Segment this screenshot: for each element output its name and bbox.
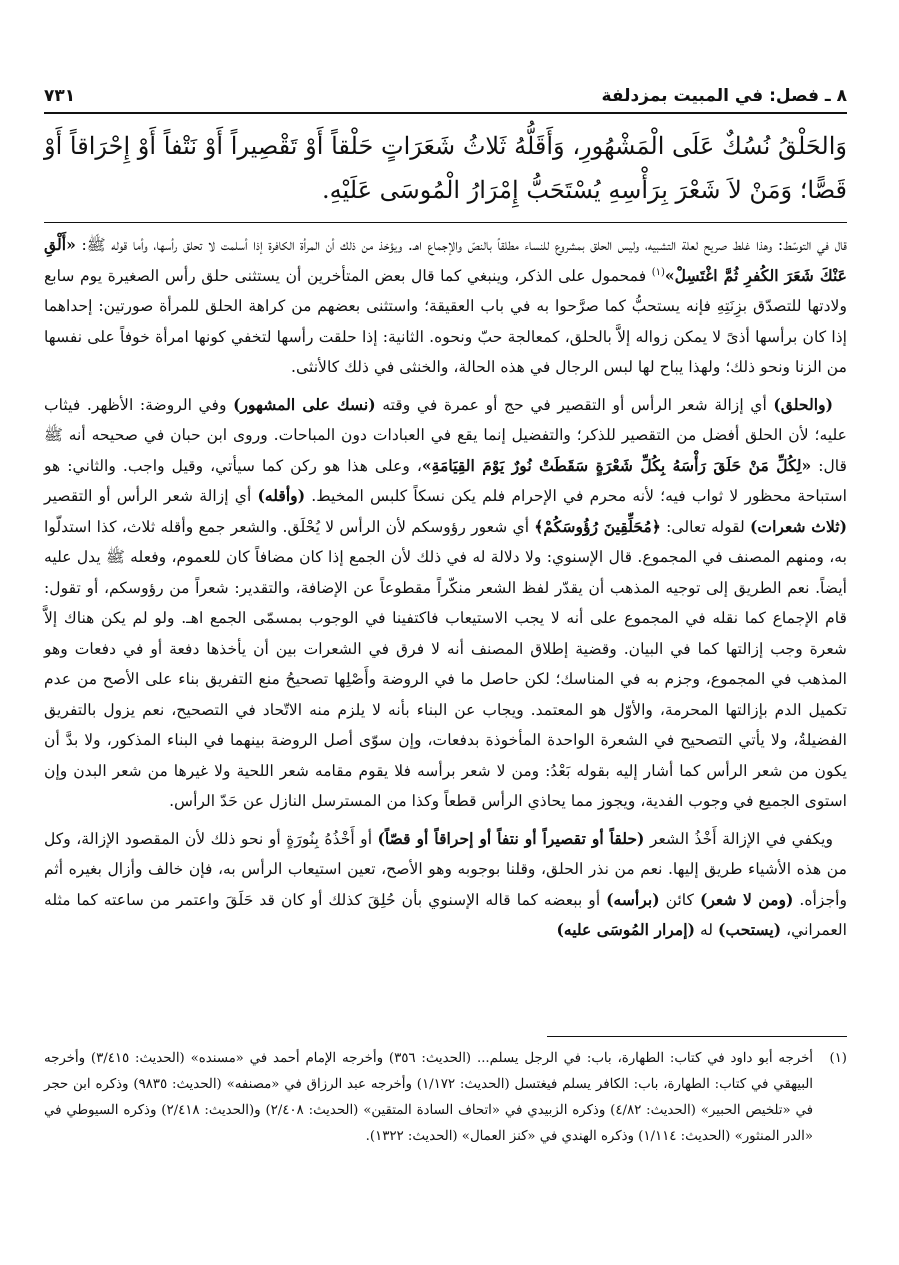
- footnotes: [44, 1046, 847, 1150]
- matn-term: (نسك على المشهور): [233, 394, 376, 414]
- footnote-divider: [547, 1036, 847, 1037]
- matn-term: (ثلاث شعرات): [750, 516, 847, 536]
- text-segment: أو ببعضه كما قاله الإسنوي بأن حُلِقَ كذلك أو كان قد حَلَقَ واعتمر من ساعته كما مثله العمراني،: [44, 890, 847, 939]
- text-segment: وفي الروضة: الأظهر. فيثاب عليه؛ لأن الحلق أفضل من التقصير للذكر؛ والتفضيل إنما يقع في العبادات دون المباحات. وروى ابن حبان في صحيحه أنه ﷺ قال:: [44, 395, 847, 475]
- footnote-reference[interactable]: (١): [651, 266, 665, 278]
- matn-term: (برأسه): [606, 889, 660, 909]
- matn-term: (إمرار المُوسَى عليه): [556, 920, 695, 939]
- running-head: [44, 82, 847, 114]
- hadith-quote: «لِكُلِّ مَنْ حَلَقَ رَأْسَهُ بِكُلِّ شَعْرَةٍ سَقَطَتْ نُورٌ يَوْمَ القِيَامَةِ»: [421, 455, 812, 475]
- commentary: [44, 230, 847, 946]
- footnote-item: [44, 1046, 847, 1150]
- text-segment: له: [694, 921, 719, 939]
- chapter-title: ٨ ـ فصل: في المبيت بمزدلفة: [601, 86, 847, 106]
- text-segment: لقوله تعالى:: [660, 517, 751, 536]
- text-segment: كائن: [659, 890, 700, 909]
- text-segment: أي إزالة شعر الرأس أو التقصير في حج أو عمرة في وقته: [375, 395, 774, 414]
- main-text: وَالحَلْقُ نُسُكٌ عَلَى الْمَشْهُورِ، وَأَقَلُّهُ ثَلاثُ شَعَرَاتٍ حَلْقاً أَوْ تَقْصِيراً أَوْ نَتْفاً أَوْ إِحْرَاقاً أَوْ قَصًّا؛ وَمَنْ لاَ شَعْرَ بِرَأْسِهِ يُسْتَحَبُّ إِمْرَارُ الْمُوسَى عَلَيْهِ.: [44, 124, 847, 223]
- matn-term: (ومن لا شعر): [699, 889, 794, 909]
- commentary-paragraph-2: [44, 390, 847, 817]
- text-segment: ويكفي في الإزالة أَخْذُ الشعر: [644, 829, 833, 848]
- text-segment: أي شعور رؤوسكم لأن الرأس لا يُحْلَق. والشعر جمع وأقله ثلاث، كذا استدلّوا به، ومنهم المصنف في المجموع. قال الإسنوي: ولا دلالة له في ذلك لأن الجمع إذا كان مضافاً كان للعموم، وفعله ﷺ يدل عليه أيضاً. نعم الطريق إلى توجيه المذهب أن يقدّر لفظ الشعر منكّراً مقطوعاً عن الإضافة، والتقدير: شعراً من رؤوسكم، أو تقول: قام الإجماع كما نقله في المجموع على أنه لا يجب الاستيعاب فاكتفينا في الوجوب بمسمّى الجمع اهـ. ولو لم يكن هناك إلاَّ شعرة وجب إزالتها كما في البيان. وقضية إطلاق المصنف أنه لا فرق في الشعرات بين أن يأخذها دفعة أو في دفعات وهو المذهب في المجموع، وجزم به في المناسك؛ لكن حاصل ما في الروضة وأَصْلِها تصحيحُ منع التفريق بناء على الأصح من عدم تكميل الدم بإزالتها المحرمة، والأوّل هو المعتمد. ويجاب عن البناء بأنه لا يلزم منه الاتّحاد في التصحيح، نعم يزول بالتفريق الفضيلةُ، ولا يأتي التصحيح في الشعرة الواحدة المأخوذة بدفعات، وإن سوّى أصل الروضة بينهما في البناء المذكور، ولا بدَّ أن يكون من شعر الرأس كما أشار إليه بقوله بَعْدُ: ومن لا شعر برأسه فلا يقوم مقامه شعر اللحية ولا غيرها من شعر البدن وإن استوى الجميع في وجوب الفدية، ويجوز مما يحاذي الرأس قطعاً وكذا من المسترسل النازل عن حَدّ الرأس.: [44, 517, 847, 810]
- footnote-text: أخرجه أبو داود في كتاب: الطهارة، باب: في الرجل يسلم... (الحديث: ٣٥٦) وأخرجه الإمام أحمد في «مسنده» (الحديث: ٣/٤١٥) وأخرجه البيهقي في كتاب: الطهارة، باب: الكافر يسلم فيغتسل (الحديث: ١/١٧٢) وأخرجه عبد الرزاق في «مصنفه» (الحديث: ٩٨٣٥) وذكره ابن حجر في «تلخيص الحبير» (الحديث: ٤/٨٢) وذكره الزبيدي في «اتحاف السادة المتقين» (الحديث: ٢/٤٠٨) و(الحديث: ٢/٤١٨) وذكره السيوطي في «الدر المنثور» (الحديث: ١/١١٤) وذكره الهندي في «كنز العمال» (الحديث: ١٣٢٢).: [44, 1051, 814, 1144]
- text-segment: قال في التوسّط: وهذا غلط صريح لعلة التشبيه، وليس الحلق بمشروع للنساء مطلقاً بالنصّ والإجماع اهـ. ويؤخذ من ذلك أن المرأة الكافرة إذا أسلمت لا تحلق رأسها، وأما قوله ﷺ:: [75, 236, 847, 254]
- text-segment: أو أَخْذُهُ بِنُورَةٍ أو نحو ذلك لأن المقصود الإزالة، وكل من هذه الأشياء طريق إليها. نعم من نذر الحلق، وقلنا بوجوبه وهو الأصح، تعين استيعاب الرأس به، فإن خالف وأزال بغيره أثم وأجزأه.: [44, 829, 847, 909]
- matn-term: (وأقله): [257, 486, 306, 505]
- matn-term: (يستحب): [718, 920, 782, 939]
- page-number: ٧٣١: [44, 86, 76, 106]
- footnote-marker: (١): [829, 1051, 847, 1066]
- matn-term: (حلقاً أو تقصيراً أو نتفاً أو إحراقاً أو قصّاً): [377, 828, 645, 848]
- text-segment: ، وعلى هذا هو ركن كما سيأتي، وقيل واجب. والثاني: هو استباحة محظور لا ثواب فيه؛ لأنه محرم في الإحرام فلم يكن نسكاً كلبس المخيط.: [44, 456, 847, 505]
- quran-quote: ﴿مُحَلِّقِينَ رُؤُوسَكُمْ﴾: [534, 516, 661, 536]
- text-segment: أي إزالة شعر الرأس أو التقصير: [44, 487, 258, 505]
- text-segment: فمحمول على الذكر، وينبغي كما قال بعض المتأخرين أن يستثنى حلق رأس الصغيرة يوم سابع ولادتها للتصدّق بزِنَتِهِ فإنه يستحبُّ كما صرَّحوا به في باب العقيقة؛ واستثنى بعضهم من كراهة الحلق للمرأة صورتين: إحداهما إذا كان برأسها أذىً لا يمكن زواله إلاَّ بالحلق، كمعالجة حبّ ونحوه. الثانية: إذا حلقت رأسها لتخفي كونها امرأة خوفاً على نفسها من الزنا ونحو ذلك؛ ولهذا يباح لها لبس الرجال في هذه الحالة، والخنثى في ذلك كالأنثى.: [44, 266, 847, 376]
- commentary-paragraph-1: [44, 230, 847, 383]
- commentary-paragraph-3: [44, 824, 847, 946]
- matn-term: (والحلق): [773, 394, 833, 414]
- hadith-quote: «أَلْقِ عَنْكَ شَعَرَ الكُفرِ ثُمَّ اغْتَسِلْ»: [44, 235, 847, 285]
